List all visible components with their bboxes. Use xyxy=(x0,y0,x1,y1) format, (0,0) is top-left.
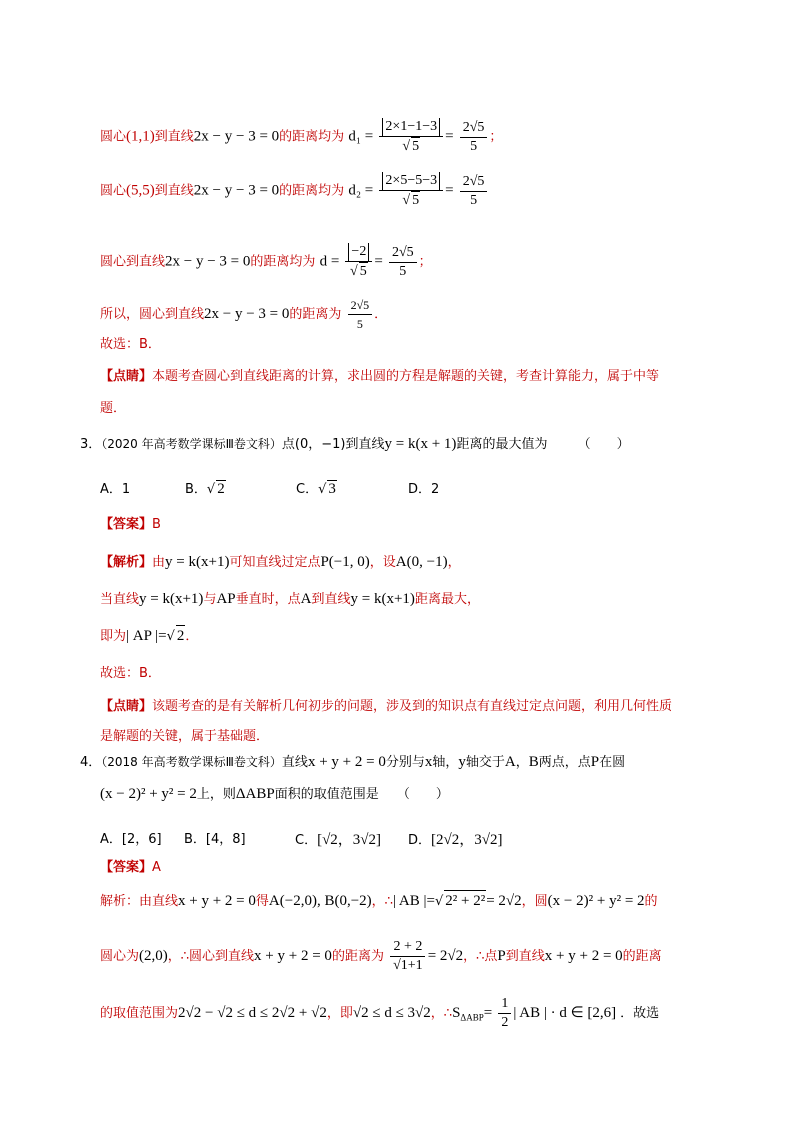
text: 本题考查圆心到直线距离的计算，求出圆的方程是解题的关键，考查计算能力，属于中等 xyxy=(152,369,660,384)
math: S xyxy=(452,1005,461,1021)
text: 的 xyxy=(644,894,658,909)
text: 所以，圆心到直线 xyxy=(100,307,205,322)
top-line-4 xyxy=(100,296,387,333)
fraction: $\frac{-2}{√ 5}$ xyxy=(345,243,372,281)
math: A xyxy=(300,591,312,607)
text: 两点，点 xyxy=(538,755,591,770)
math: (x − 2)² + y² = 2 xyxy=(100,786,197,802)
q3-jiexi-2 xyxy=(100,589,480,610)
text: 的距离为 xyxy=(289,307,342,322)
text: 的距离均为 xyxy=(279,129,345,145)
dianjing-tag: 【点睛】 xyxy=(100,699,153,714)
math: P xyxy=(497,948,506,964)
radicand: 2 xyxy=(176,625,186,646)
math: A xyxy=(504,754,516,770)
math: d₂ = xyxy=(348,182,374,199)
numerator: 2√5 xyxy=(460,119,488,138)
q3-answer xyxy=(100,515,161,535)
text: ； xyxy=(489,129,503,145)
denominator: √1+1 xyxy=(393,958,423,973)
math: P xyxy=(590,754,600,770)
text: 的距离 xyxy=(622,949,662,964)
math: x + y + 2 = 0 xyxy=(307,754,386,770)
text: 距离的最大值为 xyxy=(456,437,548,452)
denominator: 2 xyxy=(501,1015,509,1030)
math: B xyxy=(528,754,539,770)
q4-answer xyxy=(100,858,161,878)
top-dianjing-cont xyxy=(100,399,126,419)
math: ΔABP xyxy=(235,786,275,802)
text: 圆心到直线 xyxy=(100,254,166,270)
text: 当直线 xyxy=(100,592,140,607)
q4-stem-2 xyxy=(100,784,449,805)
q3-stem xyxy=(80,434,630,455)
math: 2√2 − √2 ≤ d ≤ 2√2 + √2 xyxy=(178,1005,327,1021)
text: ，设 xyxy=(369,555,396,570)
option-a: A．1 xyxy=(100,482,131,497)
fraction xyxy=(348,296,373,333)
math: 2x − y − 3 = 0 xyxy=(193,182,280,199)
text: ，∴ xyxy=(430,1006,453,1021)
text: 的取值范围为 xyxy=(100,1006,179,1021)
subscript: ΔABP xyxy=(460,1012,484,1023)
text: ， xyxy=(515,755,529,770)
question-source: （2020 年高考数学课标Ⅲ卷文科） xyxy=(101,437,282,451)
math: √2 ≤ d ≤ 3√2 xyxy=(352,1005,431,1021)
denominator: 5 xyxy=(399,263,407,279)
math: A(0, −1) xyxy=(395,554,448,570)
option-value: [√2，3√2] xyxy=(317,832,382,848)
text: 面积的取值范围是 xyxy=(274,787,379,802)
answer-paren: （ ） xyxy=(396,787,449,802)
q4-solution-1: 解析：由直线x + y + 2 = 0得A(−2,0), B(0,−2)，∴| AB |=√ 2² + 2²= 2√2，圆(x − 2)² + y² = 2的 xyxy=(100,890,658,912)
dianjing-tag: 【点睛】 xyxy=(100,369,153,384)
q3-jiexi-1 xyxy=(100,552,461,573)
text: ， xyxy=(447,555,461,570)
math: (2,0) xyxy=(139,948,168,964)
math: y = k(x+1) xyxy=(139,591,204,607)
radicand: 5 xyxy=(412,193,420,208)
text: 题． xyxy=(100,401,127,416)
text: 轴， xyxy=(432,755,459,770)
fraction xyxy=(460,119,488,156)
text: ，∴ xyxy=(371,894,393,909)
numerator: 2√5 xyxy=(348,296,373,315)
text: 圆心 xyxy=(100,129,127,145)
top-line-3: 圆心到直线2x − y − 3 = 0的距离均为 d = $\frac{-2}{√ 5}$ = $\frac{2√5}{5}$ ； xyxy=(100,244,432,279)
text: ，∴圆心到直线 xyxy=(167,949,255,964)
text: 上，则 xyxy=(196,787,236,802)
fraction xyxy=(390,938,426,975)
math: = xyxy=(483,1005,493,1021)
math: 2x − y − 3 = 0 xyxy=(193,128,280,145)
abs-value: −2 xyxy=(348,243,369,261)
text: 的距离均为 xyxy=(250,254,316,270)
option-c: C．√ 3 xyxy=(296,481,336,497)
text: 在圆 xyxy=(599,755,626,770)
option-label: C． xyxy=(296,482,319,497)
text: 故选：B． xyxy=(100,337,161,352)
numerator: 1 xyxy=(498,995,511,1014)
text: ． xyxy=(374,307,388,322)
answer-tag: 【答案】 xyxy=(100,517,153,532)
q4-stem-1 xyxy=(80,752,625,773)
math: | AP |= xyxy=(126,628,167,644)
math: (x − 2)² + y² = 2 xyxy=(547,893,645,909)
math: d = xyxy=(319,253,340,270)
radicand: 5 xyxy=(412,139,420,154)
text: 到直线 xyxy=(154,183,194,199)
fraction: $\frac{2\times 5-5-3}{√ 5}$ xyxy=(379,172,443,210)
numerator: 2 + 2 xyxy=(390,938,425,957)
text: 故选：B． xyxy=(100,666,161,681)
radicand: 2² + 2² xyxy=(444,890,486,911)
answer-paren: （ ） xyxy=(577,437,630,452)
text: 轴交于 xyxy=(465,755,505,770)
option-d xyxy=(408,828,502,849)
text: 由 xyxy=(152,555,166,570)
math: P(−1, 0) xyxy=(320,554,370,570)
fraction xyxy=(389,244,417,281)
text: 的距离为 xyxy=(331,949,384,964)
abs-value: 2×5−5−3 xyxy=(382,172,440,190)
question-number: 4． xyxy=(80,755,102,770)
math: y = k(x+1) xyxy=(165,554,230,570)
option-label: D． xyxy=(408,833,432,848)
text: ．故选 xyxy=(620,1006,660,1021)
fraction xyxy=(460,173,488,210)
text: ，∴点 xyxy=(463,949,498,964)
numerator: 2√5 xyxy=(389,244,417,263)
text: 点(0，−1)到直线 xyxy=(281,437,385,452)
answer-value: B xyxy=(152,517,161,532)
text: 圆心 xyxy=(100,183,127,199)
answer-tag: 【答案】 xyxy=(100,860,153,875)
abs-value: 2×1−1−3 xyxy=(382,118,440,136)
q4-solution-2 xyxy=(100,938,662,975)
q3-jiexi-3: 即为| AP |=√ 2． xyxy=(100,625,198,647)
math: A(−2,0), B(0,−2) xyxy=(268,893,372,909)
math: y xyxy=(458,754,466,770)
q3-dianjing-cont xyxy=(100,727,269,747)
top-dianjing xyxy=(100,367,659,387)
top-line-1: 圆心(1,1)到直线2x − y − 3 = 0的距离均为 d₁ = $\frac{2\times 1-1-3}{√ 5}$ = $\frac{2√5}{5}$ ； xyxy=(100,119,503,154)
numerator: 2√5 xyxy=(460,173,488,192)
math: (5,5) xyxy=(126,182,155,199)
text: 与 xyxy=(203,592,217,607)
math: y = k(x+1) xyxy=(350,591,415,607)
math: x + y + 2 = 0 xyxy=(544,948,623,964)
text: 圆心为 xyxy=(100,949,140,964)
q3-jiexi-4 xyxy=(100,664,161,684)
radicand: 3 xyxy=(328,481,336,497)
question-source: （2018 年高考数学课标Ⅲ卷文科） xyxy=(101,755,282,769)
math: x xyxy=(424,754,433,770)
text: 直线 xyxy=(281,755,308,770)
math: 2x − y − 3 = 0 xyxy=(165,253,251,270)
text: 到直线 xyxy=(154,129,194,145)
top-choice xyxy=(100,335,161,355)
text: 是解题的关键，属于基础题． xyxy=(100,729,270,744)
fraction xyxy=(498,995,511,1032)
option-c xyxy=(295,828,381,849)
text: ，圆 xyxy=(521,894,548,909)
math: x + y + 2 = 0 xyxy=(254,948,332,964)
text: 到直线 xyxy=(311,592,351,607)
math: | AB | · d ∈ [2,6] xyxy=(513,1005,617,1021)
option-d: D．2 xyxy=(408,482,440,497)
math: 2x − y − 3 = 0 xyxy=(204,306,290,322)
q4-solution-3 xyxy=(100,995,659,1032)
option-label: B． xyxy=(185,482,207,497)
text: 垂直时，点 xyxy=(235,592,301,607)
math: = 2√2 xyxy=(486,893,522,909)
math: (1,1) xyxy=(126,128,155,145)
denominator: 5 xyxy=(470,138,478,154)
math: = 2√2 xyxy=(427,948,464,964)
option-label: C． xyxy=(295,833,318,848)
text: ． xyxy=(185,629,199,644)
text: 即为 xyxy=(100,629,127,644)
radicand: 5 xyxy=(359,264,367,279)
q3-dianjing xyxy=(100,697,672,717)
text: 可知直线过定点 xyxy=(229,555,321,570)
math: | AB |= xyxy=(392,893,435,909)
question-number: 3． xyxy=(80,437,102,452)
text: 该题考查的是有关解析几何初步的问题，涉及到的知识点有直线过定点问题，利用几何性质 xyxy=(152,699,673,714)
denominator: 5 xyxy=(470,192,478,208)
math: d₁ = xyxy=(348,128,374,145)
math: y = k(x + 1) xyxy=(384,436,457,452)
text: 距离最大， xyxy=(414,592,480,607)
answer-value: A xyxy=(152,860,161,875)
text: ，即 xyxy=(326,1006,353,1021)
text: 分别与 xyxy=(385,755,425,770)
radicand: 2 xyxy=(217,481,225,497)
text: 得 xyxy=(255,894,269,909)
text: 的距离均为 xyxy=(279,183,345,199)
option-b: B．√ 2 xyxy=(185,481,225,497)
fraction: $\frac{2\times 1-1-3}{√ 5}$ xyxy=(379,118,443,156)
math: AP xyxy=(216,591,236,607)
text: 到直线 xyxy=(505,949,545,964)
option-value: [2√2，3√2] xyxy=(431,832,503,848)
denominator: 5 xyxy=(356,317,363,331)
text: 解析：由直线 xyxy=(100,894,179,909)
option-a: A．[2，6] xyxy=(100,832,162,847)
math: x + y + 2 = 0 xyxy=(178,893,256,909)
top-line-2: 圆心(5,5)到直线2x − y − 3 = 0的距离均为 d₂ = $\frac{2\times 5-5-3}{√ 5}$ = $\frac{2√5}{5}$ xyxy=(100,172,489,210)
jiexi-tag: 【解析】 xyxy=(100,555,153,570)
option-b: B．[4，8] xyxy=(184,832,246,847)
text: ； xyxy=(418,254,432,270)
